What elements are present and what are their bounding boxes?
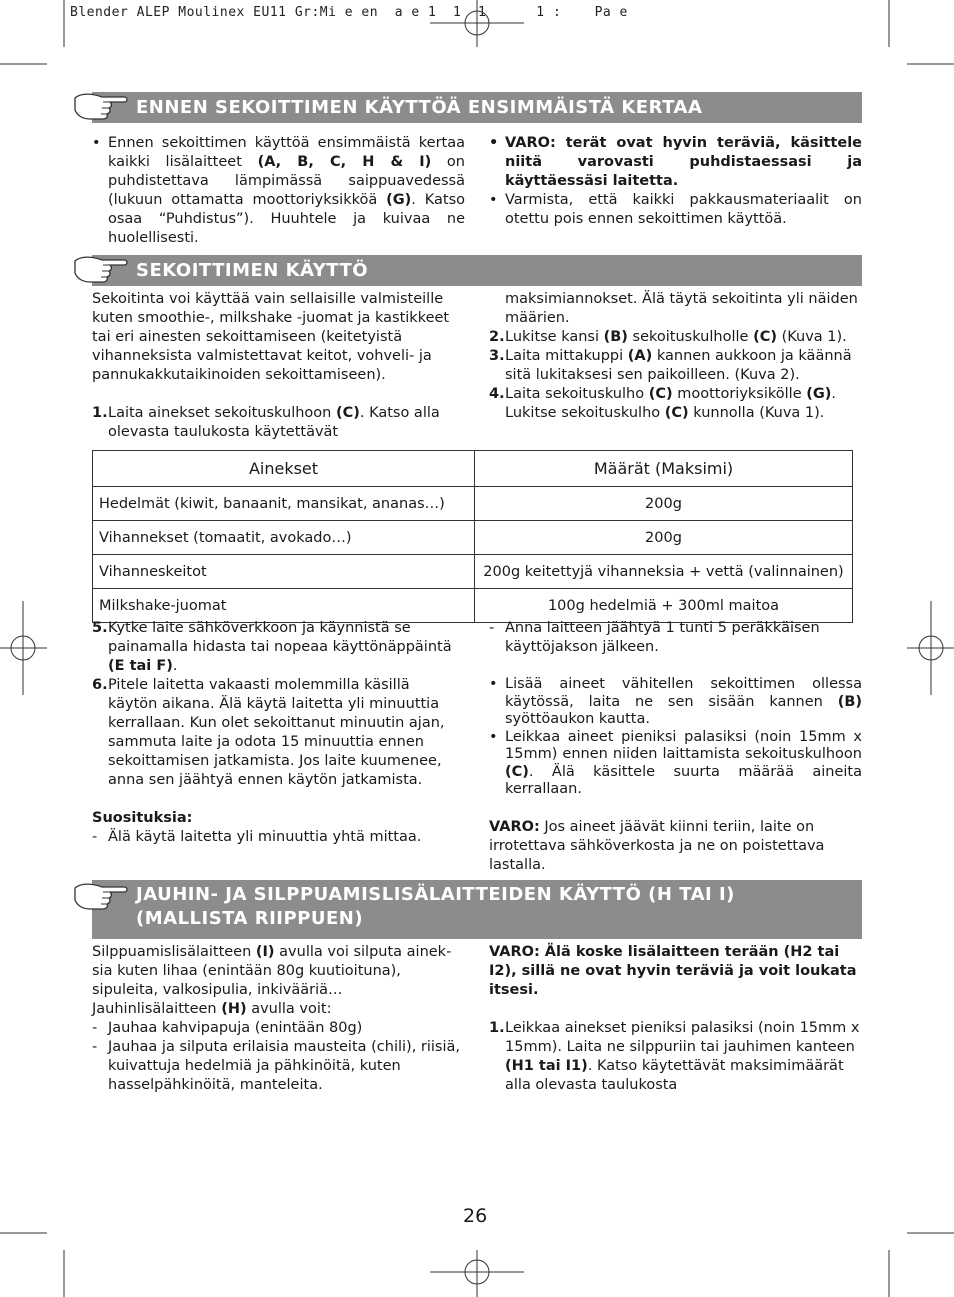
list-item: 1. Laita ainekset sekoituskulhoon (C). Katso alla olevasta taulukosta käytettävät [92,405,440,440]
list-item: - Älä käytä laitetta yli minuuttia yhtä mittaa. [92,828,462,847]
list-item: - Jauhaa ja silputa erilaisia mausteita (chili), riisiä, kuivattuja hedelmiä ja pähkinöitä, kuten hasselpähkinöitä, manteleita. [92,1038,462,1095]
list-item: 1. Leikkaa ainekset pieniksi palasiksi (noin 15mm x 15mm). Laita ne silppuriin tai jauhimen kanteen (H1 tai I1). Katso käytettävät maksimimäärät alla olevasta taulukosta [489,1020,860,1093]
print-slug: Blender ALEP Moulinex EU11 Gr:Mi e en a e 1 1 1 1 : Pa e [70,5,628,20]
first-use-left-column [92,134,465,248]
warning-text: • VARO: terät ovat hyvin teräviä, käsittele niitä varovasti puhdistaessasi ja käyttäessäsi laitetta. [489,134,862,191]
blender-steps-left-column [92,619,462,847]
table-cell: 200g keitettyjä vihanneksia + vettä (valinnainen) [475,555,853,589]
grinder-right-column [489,943,862,1095]
pointing-hand-icon [72,878,130,912]
list-item: 6. Pitele laitetta vakaasti molemmilla käsillä käytön aikana. Älä käytä laitetta yli minuuttia kerrallaan. Kun olet sekoittanut minuutin ajan, sammuta laite ja odota 15 minuuttia ennen sekoittamisen jatkamista. Jos laite kuumenee, anna sen jäähtyä ennen käytön jatkamista. [92,677,445,788]
list-item: - Anna laitteen jäähtyä 1 tunti 5 peräkkäisen käyttöjakson jälkeen. [489,619,862,657]
list-item: 5. Kytke laite sähköverkkoon ja käynnistä se painamalla hidasta tai nopeaa käyttönäppäintä (E tai F). [92,620,452,674]
table-row [93,589,853,623]
pointing-hand-icon [72,88,130,122]
table-cell: Vihannekset (tomaatit, avokado…) [93,521,475,555]
section-heading-first-use [92,92,862,123]
table-cell: Hedelmät (kiwit, banaanit, mansikat, ananas…) [93,487,475,521]
warning-text: VARO: Älä koske lisälaitteen terään (H2 tai I2), sillä ne ovat hyvin teräviä ja voit loukata itsesi. [489,944,857,998]
table-header: Ainekset [93,451,475,487]
chopper-paragraph: Silppuamislisälaitteen (I) avulla voi silputa aineksia kuten lihaa (enintään 80g kuutioituna), sipuleita, valkosipulia, inkivääriä… [92,944,452,998]
table-cell: Milkshake-juomat [93,589,475,623]
list-item: • Leikkaa aineet pieniksi palasiksi (noin 15mm x 15mm) ennen niiden laittamista sekoituskulhoon (C). Älä käsittele suurta määrää aineita kerrallaan. [489,729,862,799]
table-cell: 200g [475,521,853,555]
first-use-right-column [489,134,862,229]
warning-text: VARO: Jos aineet jäävät kiinni teriin, laite on irrotettava sähköverkosta ja ne on poistettava lastalla. [489,818,825,873]
blender-use-right-column [489,290,862,423]
blender-steps-right-column [489,619,862,875]
grinder-paragraph: Jauhinlisälaitteen (H) avulla voit: [92,1001,332,1017]
table-row [93,555,853,589]
list-item: • Varmista, että kaikki pakkausmateriaalit on otettu pois ennen sekoittimen käyttöä. [489,191,862,229]
table-cell: 100g hedelmiä + 300ml maitoa [475,589,853,623]
section-title: ENNEN SEKOITTIMEN KÄYTTÖÄ ENSIMMÄISTÄ KERTAA [136,97,703,118]
registration-mark-right [907,601,954,695]
grinder-left-column [92,943,462,1095]
section-title-line2: (MALLISTA RIIPPUEN) [136,908,364,929]
list-item: - Jauhaa kahvipapuja (enintään 80g) [92,1019,462,1038]
pointing-hand-icon [72,251,130,285]
continued-text: maksimiannokset. Älä täytä sekoitinta yli näiden määrien. [505,291,858,326]
section-heading-blender-use [92,255,862,286]
page-number: 26 [463,1205,488,1227]
section-title: JAUHIN- JA SILPPUAMISLISÄLAITTEIDEN KÄYTTÖ (H TAI I) [136,884,735,905]
table-cell: 200g [475,487,853,521]
registration-mark-left [0,601,47,695]
section-heading-grinder-chopper [92,880,862,939]
registration-mark-bottom [430,1250,524,1297]
list-item: • Lisää aineet vähitellen sekoittimen ollessa käytössä, laita ne sen sisään kannen (B) syöttöaukon kautta. [489,676,862,729]
list-item: 4. Laita sekoituskulho (C) moottoriyksikölle (G). Lukitse sekoituskulho (C) kunnolla (Kuva 1). [489,386,836,421]
table-header-row [93,451,853,487]
section-title: SEKOITTIMEN KÄYTTÖ [136,260,369,281]
quantity-table [92,450,853,623]
table-row [93,521,853,555]
blender-use-left-column [92,290,462,442]
table-cell: Vihanneskeitot [93,555,475,589]
table-row [93,487,853,521]
list-item: 3. Laita mittakuppi (A) kannen aukkoon ja käännä sitä lukitaksesi sen paikoilleen. (Kuva 2). [489,348,852,383]
intro-paragraph: Sekoitinta voi käyttää vain sellaisille valmisteille kuten smoothie-, milkshake -juomat ja kastikkeet tai eri ainesten sekoittamiseen (keitetyistä vihanneksista valmistettavat keitot, vohveli- ja pannukakkutaikinoiden sekoittamiseen). [92,291,450,383]
list-item: 2. Lukitse kansi (B) sekoituskulholle (C) (Kuva 1). [489,329,847,345]
tips-title: Suosituksia: [92,810,193,826]
table-header: Määrät (Maksimi) [475,451,853,487]
list-item: • Ennen sekoittimen käyttöä ensimmäistä kertaa kaikki lisälaitteet (A, B, C, H & I) on puhdistettava lämpimässä saippuavedessä (lukuun ottamatta moottoriyksikköä (G). Katso osaa “Puhdistus”). Huuhtele ja kuivaa ne huolellisesti. [92,134,465,248]
